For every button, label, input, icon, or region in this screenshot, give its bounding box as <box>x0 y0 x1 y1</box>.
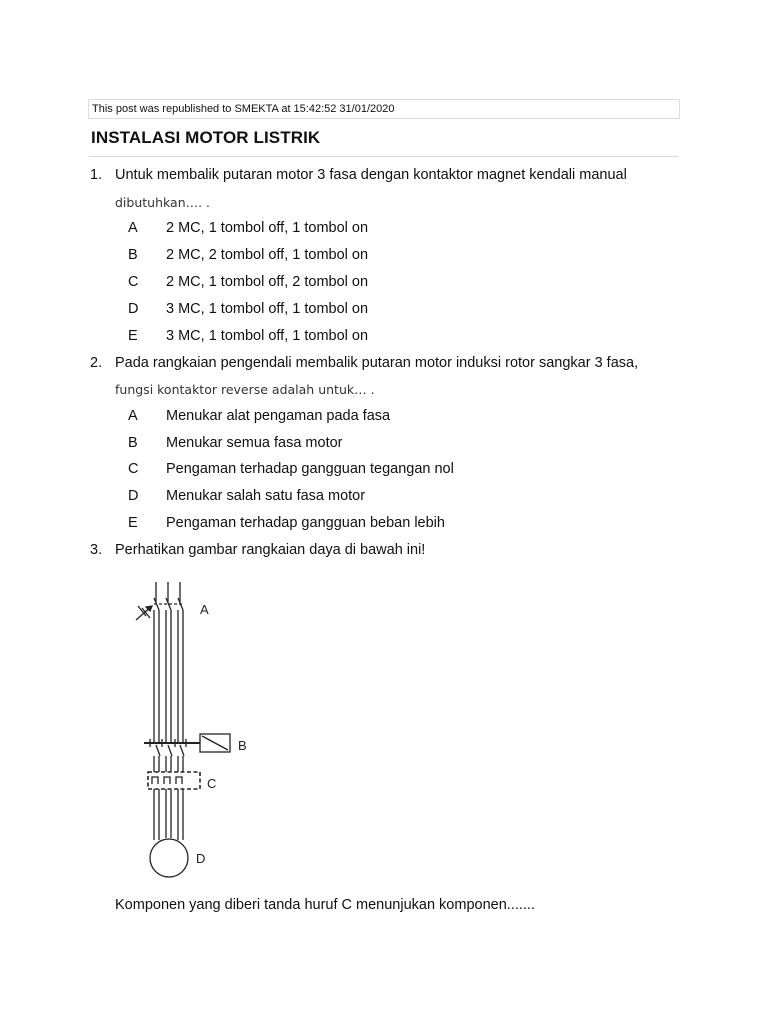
diagram-label-b: B <box>238 738 247 753</box>
option-letter: E <box>128 328 138 344</box>
option-text: 3 MC, 1 tombol off, 1 tombol on <box>166 328 369 344</box>
question-number: 1. <box>90 167 103 183</box>
question-text-continued: dibutuhkan…. . <box>115 195 211 210</box>
title-divider <box>89 156 678 157</box>
option-letter: B <box>128 435 138 451</box>
power-circuit-diagram <box>128 576 268 886</box>
option-letter: B <box>128 247 138 263</box>
option-letter: D <box>128 488 139 504</box>
option-letter: C <box>128 274 139 290</box>
option-text: Menukar semua fasa motor <box>166 435 343 451</box>
option-letter: A <box>128 220 138 236</box>
option-text: 2 MC, 2 tombol off, 1 tombol on <box>166 247 369 263</box>
question-number: 3. <box>90 542 103 558</box>
option-letter: A <box>128 408 138 424</box>
breaker-actuator-icon <box>136 606 152 620</box>
question-text: Untuk membalik putaran motor 3 fasa dengan kontaktor magnet kendali manual <box>115 167 627 183</box>
thermal-overload-relay <box>148 772 200 789</box>
republish-banner: This post was republished to SMEKTA at 15:42:52 31/01/2020 <box>88 99 680 119</box>
option-text: 2 MC, 1 tombol off, 2 tombol on <box>166 274 369 290</box>
option-text: Pengaman terhadap gangguan beban lebih <box>166 515 445 531</box>
option-text: Menukar alat pengaman pada fasa <box>166 408 391 424</box>
question-followup-text: Komponen yang diberi tanda huruf C menunjukan komponen....... <box>115 897 535 913</box>
question-number: 2. <box>90 355 103 371</box>
diagram-label-a: A <box>200 602 209 617</box>
option-text: 2 MC, 1 tombol off, 1 tombol on <box>166 220 369 236</box>
option-text: 3 MC, 1 tombol off, 1 tombol on <box>166 301 369 317</box>
diagram-label-c: C <box>207 776 217 791</box>
question-text: Perhatikan gambar rangkaian daya di bawah ini! <box>115 542 426 558</box>
motor-circle <box>150 839 188 877</box>
option-letter: E <box>128 515 138 531</box>
option-letter: C <box>128 461 139 477</box>
document-title: INSTALASI MOTOR LISTRIK <box>91 128 321 147</box>
diagram-label-d: D <box>196 851 206 866</box>
option-text: Pengaman terhadap gangguan tegangan nol <box>166 461 454 477</box>
option-letter: D <box>128 301 139 317</box>
question-text: Pada rangkaian pengendali membalik putaran motor induksi rotor sangkar 3 fasa, <box>115 355 639 371</box>
question-text-continued: fungsi kontaktor reverse adalah untuk… . <box>115 382 375 397</box>
option-text: Menukar salah satu fasa motor <box>166 488 366 504</box>
